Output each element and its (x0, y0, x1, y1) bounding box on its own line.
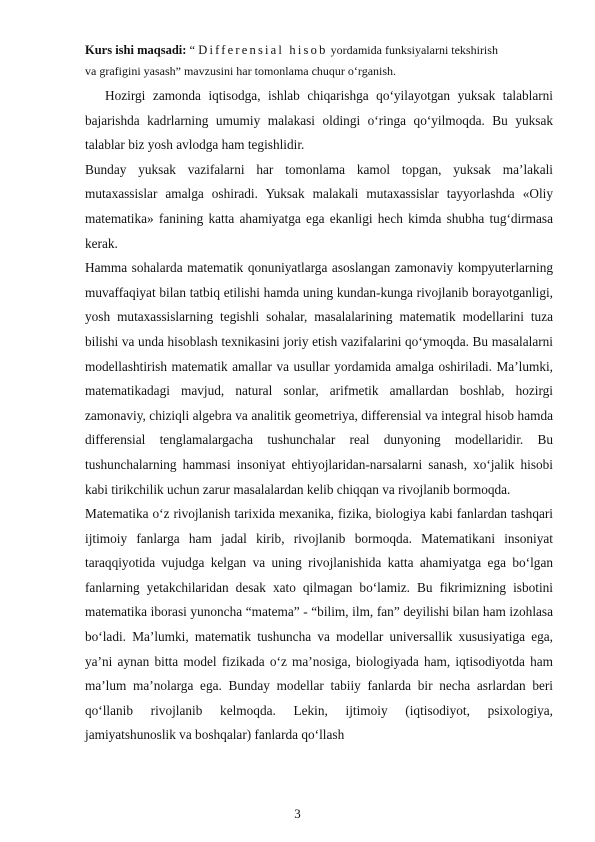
quote-open: “ (189, 43, 196, 57)
paragraph-4: Matematika o‘z rivojlanish tarixida mexanika, fizika, biologiya kabi fanlardan tashqari ijtimoiy fanlarga ham jadal kirib, rivojlanib bormoqda. Matematikani insoniyat taraqqiyotida vujudga kelgan va uning rivojlanishida katta ahamiyatga ega bo‘lgan fanlarning yetakchilaridan desak xato qilmagan bo‘lamiz. Bu fikrimizning isbotini matematika iborasi yunoncha “matema” - “bilim, ilm, fan” deyilishi bilan ham izohlasa bo‘ladi. Ma’lumki, matematik tushuncha va modellar universallik xususiyatiga ega, ya’ni aynan bitta model fizikada o‘z ma’nosiga, biologiyada ham, iqtisodiyotda ham ma’lum ma’nolarga ega. Bunday modellar tabiiy fanlarda bir necha asrlardan beri qo‘llanib rivojlanib kelmoqda. Lekin, ijtimoiy (iqtisodiyot, psixologiya, jamiyatshunoslik va boshqalar) fanlarda qo‘llash (85, 506, 553, 743)
paragraph-2: Bunday yuksak vazifalarni har tomonlama kamol topgan, yuksak ma’lakali mutaxassislar amalga oshiradi. Yuksak malakali mutaxassislar tayyorlashda «Oliy matematika» fanining katta ahamiyatga ega ekanligi hech kimda shubha tug‘dirmasa kerak. (85, 161, 553, 251)
course-goal-rest: yordamida funksiyalarni tekshirish (330, 43, 498, 57)
spaced-topic-words: Differensial hisob (198, 43, 328, 57)
paragraph-1: Hozirgi zamonda iqtisodga, ishlab chiqarishga qo‘yilayotgan yuksak talablarni bajarishda kadrlarning umumiy malakasi oldingi o‘ringa qo‘yilmoqda. Bu yuksak talablar biz yosh avlodga ham tegishlidir. (85, 88, 553, 153)
document-page (85, 40, 553, 748)
page-number: 3 (294, 806, 301, 821)
course-goal-line (85, 40, 553, 60)
course-goal-label: Kurs ishi maqsadi: (85, 43, 187, 57)
paragraph-3: Hamma sohalarda matematik qonuniyatlarga asoslangan zamonaviy kompyuterlarning muvaffaqiyat bilan tatbiq etilishi hamda uning kundan-kunga rivojlanib borayotganligi, yosh mutaxassislarning tegishli sohalar, masalalarining matematik modellarini tuza bilishi va unda hisoblash texnikasini joriy etish vazifalarini qo‘ymoqda. Bu masalalarni modellashtirish matematik amallar va usullar yordamida amalga oshiriladi. Ma’lumki, matematikadagi mavjud, natural sonlar, arifmetik amallardan boshlab, hozirgi zamonaviy, chiziqli algebra va analitik geometriya, differensial va integral hisob hamda differensial tenglamalargacha tushunchalar real dunyoning modellaridir. Bu tushunchalarning hammasi insoniyat ehtiyojlaridan-narsalarni sanash, xo‘jalik hisobi kabi tirikchilik uchun zarur masalalardan kelib chiqqan va rivojlanib bormoqda. (85, 260, 553, 497)
course-goal-line-2: va grafigini yasash” mavzusini har tomonlama chuqur o‘rganish. (85, 64, 397, 78)
